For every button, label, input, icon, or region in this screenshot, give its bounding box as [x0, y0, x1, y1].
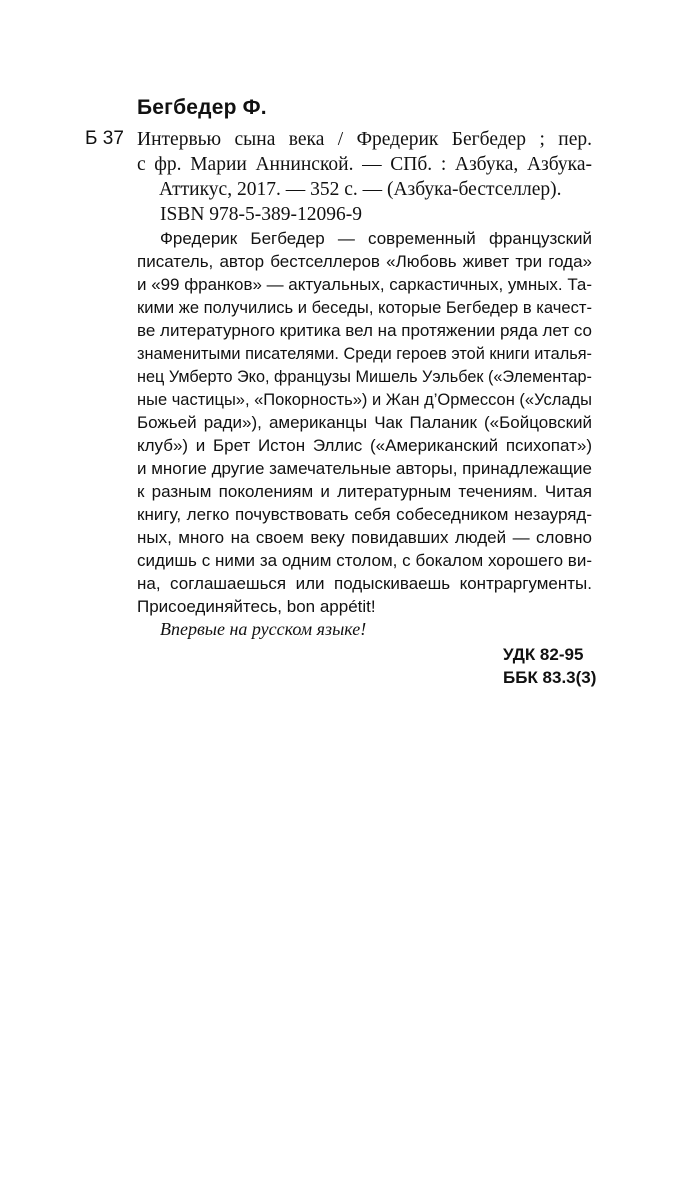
bib-line-3: Аттикус, 2017. — 352 с. — (Азбука-бестселлер). [159, 179, 562, 200]
description-line-17: Присоединяйтесь, bon appétit! [137, 597, 376, 616]
author-code: Б 37 [85, 128, 124, 149]
description-line-14: ных, много на своем веку повидавших людей — словно [137, 528, 592, 547]
description-line-3: и «99 франков» — актуальных, саркастичных, умных. Та- [137, 275, 593, 294]
description-line-12: к разным поколениям и литературным течениям. Читая [137, 482, 592, 501]
bib-line-1: Интервью сына века / Фредерик Бегбедер ; пер. [137, 129, 592, 150]
bbk-code: ББК 83.3(3) [503, 668, 597, 687]
description-line-5: ве литературного критика вел на протяжении ряда лет со [137, 321, 592, 340]
description-line-16: на, соглашаешься или подыскиваешь контраргументы. [137, 574, 592, 593]
description-line-2: писатель, автор бестселлеров «Любовь живет три года» [137, 252, 592, 271]
description-line-8: ные частицы», «Покорность») и Жан д’Ормессон («Услады [137, 390, 592, 409]
udk-code: УДК 82-95 [503, 645, 584, 664]
author-heading: Бегбедер Ф. [137, 96, 267, 119]
first-edition-note: Впервые на русском языке! [160, 619, 367, 639]
description-line-11: и многие другие замечательные авторы, принадлежащие [137, 459, 593, 478]
description-line-9: Божьей ради»), американцы Чак Паланик («Бойцовский [137, 413, 592, 432]
description-line-4: кими же получились и беседы, которые Бегбедер в качест- [137, 298, 592, 317]
description-line-13: книгу, легко почувствовать себя собеседником незауряд- [137, 505, 592, 524]
description-line-10: клуб») и Брет Истон Эллис («Американский психопат») [137, 436, 592, 455]
isbn: ISBN 978-5-389-12096-9 [160, 204, 363, 225]
description-line-15: сидишь с ними за одним столом, с бокалом хорошего ви- [137, 551, 592, 570]
description-line-7: нец Умберто Эко, французы Мишель Уэльбек («Элементар- [137, 367, 592, 386]
bib-line-2: с фр. Марии Аннинской. — СПб. : Азбука, Азбука- [137, 154, 592, 175]
description-line-6: знаменитыми писателями. Среди героев этой книги италья- [137, 344, 592, 363]
description-line-1: Фредерик Бегбедер — современный французский [160, 229, 592, 248]
